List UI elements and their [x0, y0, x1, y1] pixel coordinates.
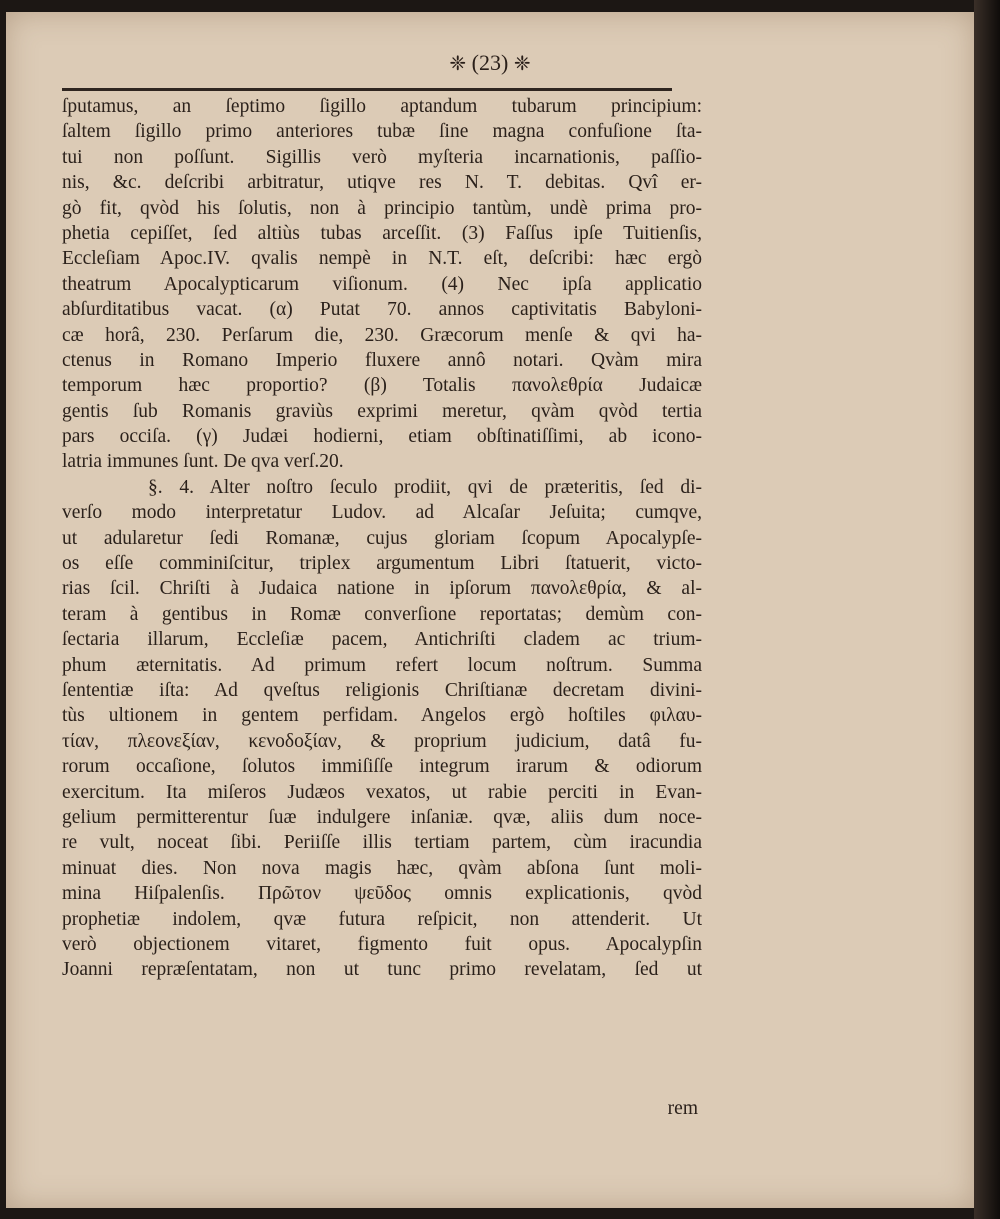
- text-line: Eccleſiam Apoc.IV. qvalis nempè in N.T. eſt, deſcribi: hæc ergò: [62, 248, 702, 270]
- text-line: temporum hæc proportio? (β) Totalis πανολεθρία Judaicæ: [62, 375, 702, 397]
- text-line: ut adularetur ſedi Romanæ, cujus gloriam ſcopum Apocalypſe-: [62, 527, 702, 549]
- text-line: cæ horâ, 230. Perſarum die, 230. Græcorum menſe & qvi ha-: [62, 324, 702, 346]
- text-line: tui non poſſunt. Sigillis verò myſteria incarnationis, paſſio-: [62, 146, 702, 168]
- text-line: teram à gentibus in Romæ converſione reportatas; demùm con-: [62, 603, 702, 625]
- catchword: rem: [667, 1098, 698, 1119]
- text-line: Joanni repræſentatam, non ut tunc primo revelatam, ſed ut: [62, 959, 702, 981]
- text-line: nis, &c. deſcribi arbitratur, utiqve res N. T. debitas. Qvî er-: [62, 172, 702, 194]
- fleuron-right-icon: ❈: [513, 53, 531, 75]
- page-header: [6, 50, 974, 86]
- text-line: prophetiæ indolem, qvæ futura reſpicit, non attenderit. Ut: [62, 908, 702, 930]
- text-line: rias ſcil. Chriſti à Judaica natione in ipſorum πανολεθρία, & al-: [62, 578, 702, 600]
- text-line: τίαν, πλεονεξίαν, κενοδοξίαν, & proprium judicium, datâ fu-: [62, 730, 702, 752]
- text-line: verò objectionem vitaret, figmento fuit opus. Apocalypſin: [62, 933, 702, 955]
- text-line: pars occiſa. (γ) Judæi hodierni, etiam obſtinatiſſimi, ab icono-: [62, 426, 702, 448]
- text-line: exercitum. Ita miſeros Judæos vexatos, ut rabie perciti in Evan-: [62, 781, 702, 803]
- text-line: gò fit, qvòd his ſolutis, non à principio tantùm, undè prima pro-: [62, 197, 702, 219]
- text-line: rorum occaſione, ſolutos immiſiſſe integrum irarum & odiorum: [62, 756, 702, 778]
- text-line: phum æternitatis. Ad primum refert locum noſtrum. Summa: [62, 654, 702, 676]
- page-number: (23): [471, 50, 509, 75]
- text-line: ſententiæ iſta: Ad qveſtus religionis Chriſtianæ decretam divini-: [62, 679, 702, 701]
- text-line: latria immunes ſunt. De qva verſ.20.: [62, 451, 344, 473]
- header-rule: [62, 88, 672, 91]
- text-line: abſurditatibus vacat. (α) Putat 70. annos captivitatis Babyloni-: [62, 299, 702, 321]
- section-start-line: §. 4. Alter noſtro ſeculo prodiit, qvi de præteritis, ſed di-: [148, 476, 702, 498]
- text-line: gentis ſub Romanis graviùs exprimi meretur, qvàm qvòd tertia: [62, 400, 702, 422]
- text-line: theatrum Apocalypticarum viſionum. (4) Nec ipſa applicatio: [62, 273, 702, 295]
- text-line: gelium permitterentur ſuæ indulgere inſaniæ. qvæ, aliis dum noce-: [62, 806, 702, 828]
- text-line: verſo modo interpretatur Ludov. ad Alcaſar Jeſuita; cumqve,: [62, 502, 702, 524]
- text-line: os eſſe comminiſcitur, triplex argumentum Libri ſtatuerit, victo-: [62, 553, 702, 575]
- text-line: ctenus in Romano Imperio fluxere annô notari. Qvàm mira: [62, 349, 702, 371]
- body-text: [62, 94, 702, 983]
- fleuron-left-icon: ❈: [449, 53, 467, 75]
- text-line: tùs ultionem in gentem perfidam. Angelos ergò hoſtiles φιλαυ-: [62, 705, 702, 727]
- text-line: mina Hiſpalenſis. Πρῶτον ψεῦδος omnis explicationis, qvòd: [62, 883, 702, 905]
- text-line: re vult, noceat ſibi. Periiſſe illis tertiam partem, cùm iracundia: [62, 832, 702, 854]
- text-line: ſectaria illarum, Eccleſiæ pacem, Antichriſti cladem ac trium-: [62, 629, 702, 651]
- book-page: [6, 12, 974, 1208]
- text-line: ſaltem ſigillo primo anteriores tubæ ſine magna confuſione ſta-: [62, 121, 702, 143]
- text-line: phetia cepiſſet, ſed altiùs tubas arceſſit. (3) Faſſus ipſe Tuitienſis,: [62, 222, 702, 244]
- text-line: ſputamus, an ſeptimo ſigillo aptandum tubarum principium:: [62, 96, 702, 117]
- page-edge: [974, 0, 1000, 1219]
- text-line: minuat dies. Non nova magis hæc, qvàm abſona ſunt moli-: [62, 857, 702, 879]
